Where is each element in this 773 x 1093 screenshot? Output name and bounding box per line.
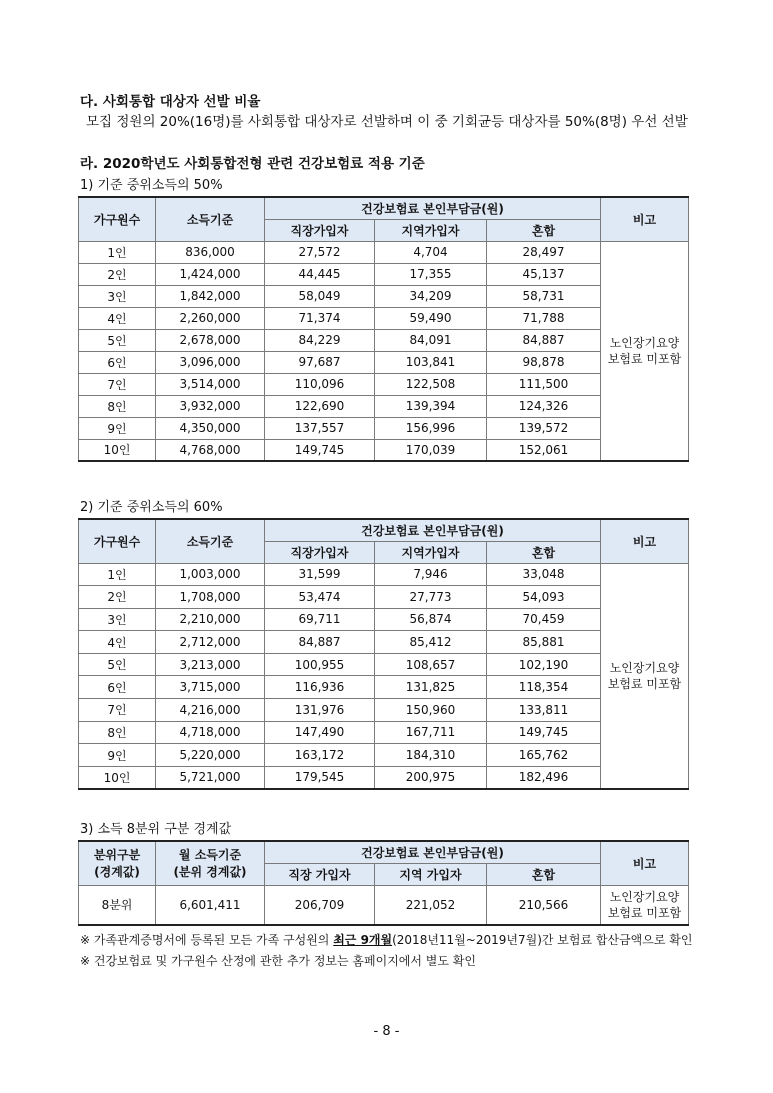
table-row (79, 744, 689, 767)
table-row (79, 373, 689, 395)
table2-cell-mixed: 165,762 (487, 744, 601, 767)
table3-cell-decile: 8분위 (79, 885, 156, 925)
table3-header-income-line1: 월 소득기준 (178, 848, 242, 863)
table2-cell-mixed: 33,048 (487, 563, 601, 586)
table2-cell-regional: 56,874 (375, 608, 487, 631)
table2-cell-employee: 131,976 (265, 699, 375, 722)
table1-header-household: 가구원수 (79, 197, 156, 241)
table2-cell-regional: 108,657 (375, 653, 487, 676)
table-row (79, 631, 689, 654)
table3-header-decile (79, 841, 156, 885)
table2-cell-regional: 184,310 (375, 744, 487, 767)
table3-header-decile-line1: 분위구분 (93, 848, 141, 863)
table-row (79, 699, 689, 722)
table1-cell-mixed: 139,572 (487, 417, 601, 439)
table2-cell-household: 5인 (79, 653, 156, 676)
table1-header-regional: 지역가입자 (375, 219, 487, 241)
table1-cell-income: 4,768,000 (156, 439, 265, 461)
table2-cell-household: 10인 (79, 766, 156, 789)
footnote-1-post: (2018년11월~2019년7월)간 보험료 합산금액으로 확인 (392, 933, 693, 947)
table1-header-note: 비고 (601, 197, 689, 241)
table3-cell-income: 6,601,411 (156, 885, 265, 925)
table2-cell-income: 2,712,000 (156, 631, 265, 654)
table-row (79, 285, 689, 307)
table2-cell-employee: 31,599 (265, 563, 375, 586)
table1-header-employee: 직장가입자 (265, 219, 375, 241)
table2-cell-mixed: 182,496 (487, 766, 601, 789)
section-ra-heading: 라. 2020학년도 사회통합전형 관련 건강보험료 적용 기준 (80, 156, 425, 172)
table2-cell-income: 5,721,000 (156, 766, 265, 789)
table2-cell-household: 8인 (79, 721, 156, 744)
table3 (78, 840, 689, 926)
table2-cell-mixed: 70,459 (487, 608, 601, 631)
table2-cell-mixed: 149,745 (487, 721, 601, 744)
table2-cell-employee: 53,474 (265, 586, 375, 609)
table-row (79, 586, 689, 609)
table3-caption: 3) 소득 8분위 구분 경계값 (80, 822, 232, 837)
table1-cell-household: 10인 (79, 439, 156, 461)
table2-cell-household: 1인 (79, 563, 156, 586)
table2-cell-household: 9인 (79, 744, 156, 767)
table3-cell-note: 노인장기요양 보험료 미포함 (601, 885, 689, 925)
table1-cell-income: 2,678,000 (156, 329, 265, 351)
section-da-text: 모집 정원의 20%(16명)를 사회통합 대상자로 선발하며 이 중 기회균등 대상자를 50%(8명) 우선 선발 (86, 114, 688, 130)
table2-cell-income: 1,003,000 (156, 563, 265, 586)
table2-cell-note: 노인장기요양 보험료 미포함 (601, 563, 689, 789)
table1-cell-regional: 4,704 (375, 241, 487, 263)
table1-cell-household: 2인 (79, 263, 156, 285)
table1-cell-income: 1,842,000 (156, 285, 265, 307)
table1-cell-mixed: 71,788 (487, 307, 601, 329)
table2-header-household: 가구원수 (79, 519, 156, 563)
table2-cell-employee: 69,711 (265, 608, 375, 631)
table1 (78, 196, 689, 462)
table2-cell-income: 5,220,000 (156, 744, 265, 767)
table1-cell-employee: 122,690 (265, 395, 375, 417)
table3-cell-employee: 206,709 (265, 885, 375, 925)
table3-header-income (156, 841, 265, 885)
table2-cell-employee: 116,936 (265, 676, 375, 699)
table-row (79, 329, 689, 351)
table2-cell-income: 2,210,000 (156, 608, 265, 631)
table-row (79, 608, 689, 631)
table2-cell-regional: 200,975 (375, 766, 487, 789)
table2-cell-income: 3,715,000 (156, 676, 265, 699)
table1-cell-regional: 34,209 (375, 285, 487, 307)
table1-header-income: 소득기준 (156, 197, 265, 241)
table1-cell-income: 836,000 (156, 241, 265, 263)
table1-header-mixed: 혼합 (487, 219, 601, 241)
table-row (79, 721, 689, 744)
table-row (79, 263, 689, 285)
table1-caption: 1) 기준 중위소득의 50% (80, 178, 223, 193)
footnote-2: ※ 건강보험료 및 가구원수 산정에 관한 추가 정보는 홈페이지에서 별도 확인 (80, 954, 476, 968)
table2-cell-employee: 179,545 (265, 766, 375, 789)
table1-cell-employee: 44,445 (265, 263, 375, 285)
table1-cell-income: 4,350,000 (156, 417, 265, 439)
table2-cell-household: 7인 (79, 699, 156, 722)
table1-cell-mixed: 45,137 (487, 263, 601, 285)
table2-header-regional: 지역가입자 (375, 541, 487, 563)
table2-cell-household: 4인 (79, 631, 156, 654)
table1-cell-regional: 84,091 (375, 329, 487, 351)
footnote-1 (80, 930, 692, 951)
table1-cell-mixed: 84,887 (487, 329, 601, 351)
table1-cell-note: 노인장기요양 보험료 미포함 (601, 241, 689, 461)
table3-header-decile-line2: (경계값) (94, 865, 140, 880)
table-row (79, 563, 689, 586)
table2-cell-employee: 100,955 (265, 653, 375, 676)
table1-cell-household: 3인 (79, 285, 156, 307)
table2-cell-regional: 167,711 (375, 721, 487, 744)
table1-cell-household: 7인 (79, 373, 156, 395)
table-row (79, 653, 689, 676)
table2-cell-income: 4,216,000 (156, 699, 265, 722)
table1-cell-employee: 110,096 (265, 373, 375, 395)
table1-cell-regional: 156,996 (375, 417, 487, 439)
table1-cell-employee: 71,374 (265, 307, 375, 329)
table3-header-mixed: 혼합 (487, 863, 601, 885)
table2-cell-regional: 7,946 (375, 563, 487, 586)
table1-cell-regional: 170,039 (375, 439, 487, 461)
table1-cell-income: 1,424,000 (156, 263, 265, 285)
table-row (79, 395, 689, 417)
table2-header-premium: 건강보험료 본인부담금(원) (265, 519, 601, 541)
table2-cell-employee: 147,490 (265, 721, 375, 744)
table2-cell-mixed: 102,190 (487, 653, 601, 676)
table2-cell-mixed: 133,811 (487, 699, 601, 722)
table3-cell-regional: 221,052 (375, 885, 487, 925)
table1-cell-employee: 149,745 (265, 439, 375, 461)
table3-header-premium: 건강보험료 본인부담금(원) (265, 841, 601, 863)
table1-cell-household: 9인 (79, 417, 156, 439)
table2-cell-regional: 27,773 (375, 586, 487, 609)
table1-cell-mixed: 152,061 (487, 439, 601, 461)
table2-cell-regional: 150,960 (375, 699, 487, 722)
table1-cell-employee: 137,557 (265, 417, 375, 439)
table3-cell-mixed: 210,566 (487, 885, 601, 925)
table2-header-employee: 직장가입자 (265, 541, 375, 563)
table2-cell-household: 3인 (79, 608, 156, 631)
table-row (79, 417, 689, 439)
table1-cell-household: 1인 (79, 241, 156, 263)
table-row (79, 307, 689, 329)
table1-cell-mixed: 28,497 (487, 241, 601, 263)
table2-cell-mixed: 54,093 (487, 586, 601, 609)
table1-cell-employee: 58,049 (265, 285, 375, 307)
table3-header-employee: 직장 가입자 (265, 863, 375, 885)
table1-cell-household: 4인 (79, 307, 156, 329)
table1-cell-income: 3,932,000 (156, 395, 265, 417)
page-number: - 8 - (373, 1024, 400, 1039)
table2-cell-regional: 131,825 (375, 676, 487, 699)
table1-cell-mixed: 58,731 (487, 285, 601, 307)
table3-header-note: 비고 (601, 841, 689, 885)
table2-cell-employee: 163,172 (265, 744, 375, 767)
table2-header-note: 비고 (601, 519, 689, 563)
table1-cell-mixed: 98,878 (487, 351, 601, 373)
table2-cell-income: 4,718,000 (156, 721, 265, 744)
table1-cell-employee: 27,572 (265, 241, 375, 263)
table-row (79, 439, 689, 461)
table-row (79, 351, 689, 373)
table1-cell-household: 8인 (79, 395, 156, 417)
table1-cell-regional: 17,355 (375, 263, 487, 285)
table1-cell-income: 2,260,000 (156, 307, 265, 329)
table2-cell-regional: 85,412 (375, 631, 487, 654)
table2-header-income: 소득기준 (156, 519, 265, 563)
table1-cell-regional: 103,841 (375, 351, 487, 373)
table1-cell-regional: 139,394 (375, 395, 487, 417)
table-row (79, 676, 689, 699)
table2-cell-household: 2인 (79, 586, 156, 609)
table1-cell-regional: 59,490 (375, 307, 487, 329)
table1-cell-employee: 84,229 (265, 329, 375, 351)
table1-header-premium: 건강보험료 본인부담금(원) (265, 197, 601, 219)
table1-cell-household: 6인 (79, 351, 156, 373)
table1-cell-mixed: 124,326 (487, 395, 601, 417)
section-da-heading: 다. 사회통합 대상자 선발 비율 (80, 94, 261, 110)
table1-cell-mixed: 111,500 (487, 373, 601, 395)
table2 (78, 518, 689, 790)
table1-cell-regional: 122,508 (375, 373, 487, 395)
table3-header-regional: 지역 가입자 (375, 863, 487, 885)
table2-cell-mixed: 118,354 (487, 676, 601, 699)
table2-cell-employee: 84,887 (265, 631, 375, 654)
table2-cell-income: 3,213,000 (156, 653, 265, 676)
table1-cell-income: 3,514,000 (156, 373, 265, 395)
table2-cell-mixed: 85,881 (487, 631, 601, 654)
table-row (79, 766, 689, 789)
table2-header-mixed: 혼합 (487, 541, 601, 563)
table1-cell-income: 3,096,000 (156, 351, 265, 373)
footnote-1-pre: ※ 가족관계증명서에 등록된 모든 가족 구성원의 (80, 933, 334, 947)
footnote-1-bold: 최근 9개월 (333, 933, 393, 947)
table1-cell-household: 5인 (79, 329, 156, 351)
table1-cell-employee: 97,687 (265, 351, 375, 373)
table2-cell-income: 1,708,000 (156, 586, 265, 609)
table-row (79, 241, 689, 263)
table2-caption: 2) 기준 중위소득의 60% (80, 500, 223, 515)
table3-header-income-line2: (분위 경계값) (173, 865, 247, 880)
table2-cell-household: 6인 (79, 676, 156, 699)
